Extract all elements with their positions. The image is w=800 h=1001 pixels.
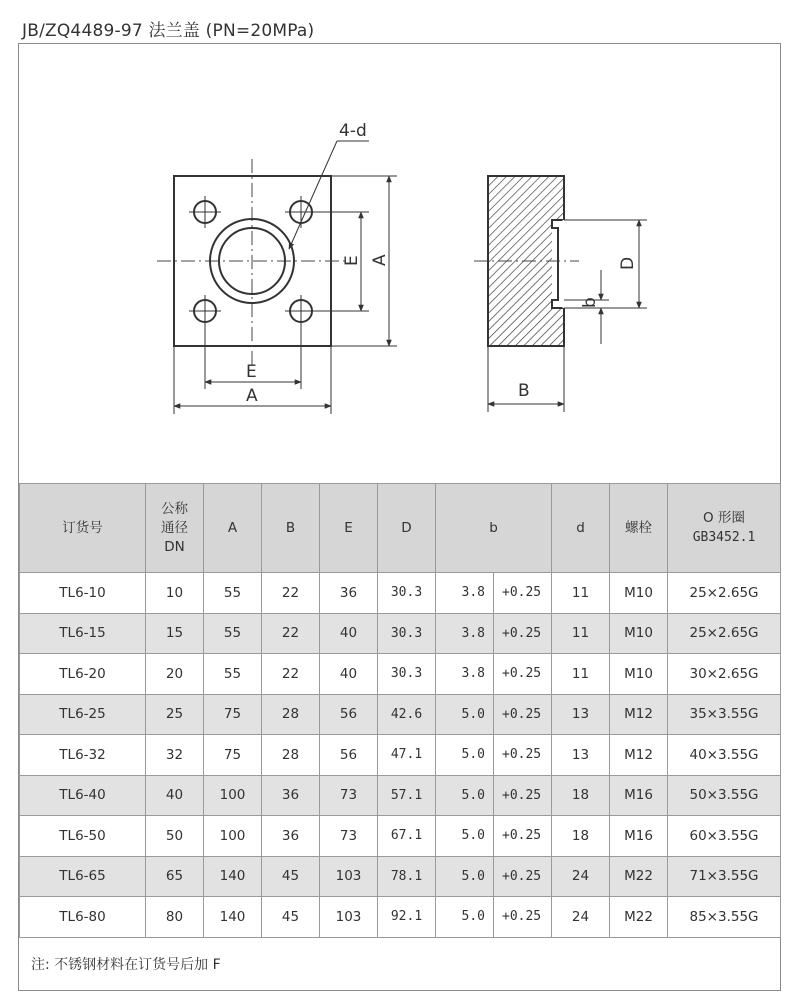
cell-order-no: TL6-40 [20, 775, 146, 816]
cell-A: 100 [204, 816, 262, 857]
cell-oring: 30×2.65G [668, 654, 781, 695]
cell-D: 78.1 [378, 856, 436, 897]
cell-B: 36 [262, 775, 320, 816]
cell-B: 22 [262, 613, 320, 654]
side-view [474, 176, 647, 412]
header-dn: 公称 通径 DN [146, 484, 204, 573]
cell-b: 3.8 [436, 654, 494, 695]
header-oring: O 形圈 GB3452.1 [668, 484, 781, 573]
table-header-row [20, 484, 781, 573]
cell-b-tol: +0.25 [494, 816, 552, 857]
table-row [20, 613, 781, 654]
page-title: JB/ZQ4489-97 法兰盖 (PN=20MPa) [22, 21, 315, 41]
cell-B: 22 [262, 654, 320, 695]
cell-d: 13 [552, 694, 610, 735]
cell-b: 5.0 [436, 856, 494, 897]
cell-A: 55 [204, 613, 262, 654]
cell-A: 55 [204, 573, 262, 614]
cell-B: 45 [262, 897, 320, 938]
technical-drawing [19, 44, 780, 482]
cell-b-tol: +0.25 [494, 654, 552, 695]
cell-A: 140 [204, 897, 262, 938]
cell-B: 28 [262, 694, 320, 735]
dim-E-horizontal: E [246, 362, 257, 382]
cell-bolt: M16 [610, 816, 668, 857]
cell-B: 36 [262, 816, 320, 857]
cell-oring: 60×3.55G [668, 816, 781, 857]
cell-d: 11 [552, 613, 610, 654]
content-frame [18, 43, 781, 991]
cell-oring: 25×2.65G [668, 573, 781, 614]
dim-B: B [518, 381, 530, 401]
table-body [20, 573, 781, 938]
cell-b-tol: +0.25 [494, 694, 552, 735]
cell-A: 75 [204, 735, 262, 776]
cell-dn: 10 [146, 573, 204, 614]
cell-E: 56 [320, 694, 378, 735]
header-order-no: 订货号 [20, 484, 146, 573]
cell-A: 75 [204, 694, 262, 735]
cell-b: 5.0 [436, 735, 494, 776]
cell-b: 5.0 [436, 897, 494, 938]
cell-d: 18 [552, 816, 610, 857]
cell-dn: 15 [146, 613, 204, 654]
holes-label: 4-d [339, 121, 367, 141]
header-bolt: 螺栓 [610, 484, 668, 573]
cell-b-tol: +0.25 [494, 573, 552, 614]
cell-order-no: TL6-65 [20, 856, 146, 897]
table-row [20, 856, 781, 897]
cell-d: 24 [552, 897, 610, 938]
cell-d: 13 [552, 735, 610, 776]
cell-dn: 20 [146, 654, 204, 695]
cell-b-tol: +0.25 [494, 613, 552, 654]
cell-dn: 50 [146, 816, 204, 857]
cell-dn: 80 [146, 897, 204, 938]
cell-oring: 50×3.55G [668, 775, 781, 816]
cell-E: 73 [320, 816, 378, 857]
cell-b: 5.0 [436, 694, 494, 735]
cell-b: 3.8 [436, 573, 494, 614]
dim-E-vertical: E [342, 255, 362, 266]
cell-b: 5.0 [436, 775, 494, 816]
cell-d: 11 [552, 573, 610, 614]
cell-bolt: M10 [610, 613, 668, 654]
table-row [20, 816, 781, 857]
cell-b: 3.8 [436, 613, 494, 654]
cell-oring: 40×3.55G [668, 735, 781, 776]
cell-b-tol: +0.25 [494, 856, 552, 897]
header-d: d [552, 484, 610, 573]
cell-oring: 35×3.55G [668, 694, 781, 735]
cell-bolt: M12 [610, 694, 668, 735]
cell-A: 100 [204, 775, 262, 816]
cell-order-no: TL6-25 [20, 694, 146, 735]
cell-D: 92.1 [378, 897, 436, 938]
cell-E: 73 [320, 775, 378, 816]
cell-bolt: M22 [610, 856, 668, 897]
cell-A: 55 [204, 654, 262, 695]
cell-order-no: TL6-50 [20, 816, 146, 857]
cell-d: 11 [552, 654, 610, 695]
cell-b: 5.0 [436, 816, 494, 857]
cell-d: 18 [552, 775, 610, 816]
table-row [20, 654, 781, 695]
spec-table [19, 483, 781, 938]
header-B: B [262, 484, 320, 573]
cell-order-no: TL6-15 [20, 613, 146, 654]
cell-d: 24 [552, 856, 610, 897]
cell-oring: 71×3.55G [668, 856, 781, 897]
header-b: b [436, 484, 552, 573]
cell-D: 57.1 [378, 775, 436, 816]
cell-A: 140 [204, 856, 262, 897]
cell-D: 30.3 [378, 573, 436, 614]
cell-oring: 25×2.65G [668, 613, 781, 654]
cell-bolt: M16 [610, 775, 668, 816]
cell-b-tol: +0.25 [494, 775, 552, 816]
cell-E: 40 [320, 654, 378, 695]
cell-B: 45 [262, 856, 320, 897]
header-A: A [204, 484, 262, 573]
cell-E: 56 [320, 735, 378, 776]
cell-D: 67.1 [378, 816, 436, 857]
cell-bolt: M10 [610, 654, 668, 695]
cell-D: 30.3 [378, 613, 436, 654]
cell-order-no: TL6-32 [20, 735, 146, 776]
cell-dn: 40 [146, 775, 204, 816]
cell-E: 40 [320, 613, 378, 654]
cell-E: 36 [320, 573, 378, 614]
cell-D: 42.6 [378, 694, 436, 735]
cell-b-tol: +0.25 [494, 897, 552, 938]
cell-D: 30.3 [378, 654, 436, 695]
dim-A-vertical: A [370, 254, 390, 266]
cell-order-no: TL6-20 [20, 654, 146, 695]
table-row [20, 775, 781, 816]
cell-B: 28 [262, 735, 320, 776]
cell-bolt: M12 [610, 735, 668, 776]
cell-D: 47.1 [378, 735, 436, 776]
cell-E: 103 [320, 856, 378, 897]
front-view [157, 121, 397, 414]
cell-E: 103 [320, 897, 378, 938]
header-E: E [320, 484, 378, 573]
table-row [20, 735, 781, 776]
footnote: 注: 不锈钢材料在订货号后加 F [31, 957, 221, 973]
dim-b: b [580, 297, 600, 308]
cell-b-tol: +0.25 [494, 735, 552, 776]
header-D: D [378, 484, 436, 573]
cell-bolt: M22 [610, 897, 668, 938]
cell-dn: 65 [146, 856, 204, 897]
cell-dn: 32 [146, 735, 204, 776]
cell-order-no: TL6-10 [20, 573, 146, 614]
table-row [20, 897, 781, 938]
cell-order-no: TL6-80 [20, 897, 146, 938]
table-row [20, 694, 781, 735]
cell-dn: 25 [146, 694, 204, 735]
cell-oring: 85×3.55G [668, 897, 781, 938]
dim-D: D [618, 256, 638, 270]
table-row [20, 573, 781, 614]
cell-bolt: M10 [610, 573, 668, 614]
cell-B: 22 [262, 573, 320, 614]
dim-A-horizontal: A [246, 386, 258, 406]
